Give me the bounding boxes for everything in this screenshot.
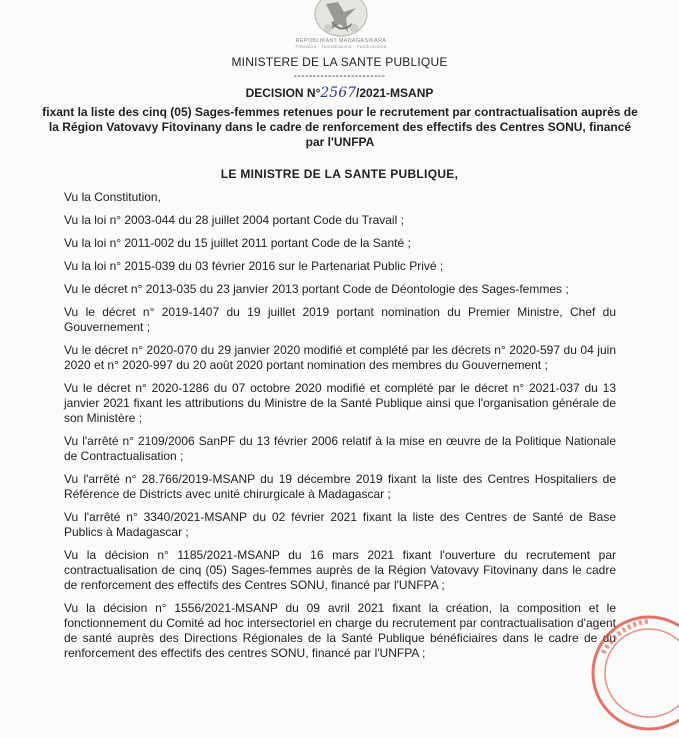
visa-item: Vu l'arrêté n° 28.766/2019-MSANP du 19 décembre 2019 fixant la liste des Centres Hospitaliers de Référence de Districts avec unité chirurgicale à Madagascar ;: [64, 472, 616, 501]
decision-suffix: /2021-MSANP: [356, 86, 434, 100]
decision-prefix: DECISION N°: [245, 86, 321, 100]
handwritten-decision-number: 2567: [320, 85, 357, 101]
visa-item: Vu le décret n° 2020-070 du 29 janvier 2020 modifié et complété par les décrets n° 2020-597 du 04 juin 2020 et n° 2020-997 du 20 août 2020 portant nomination des membres du Gouvernement ;: [64, 343, 616, 372]
emblem-caption-text: REPOBLIKAN'I MADAGASIKARA: [295, 38, 387, 44]
separator-line: ------------------------: [293, 71, 386, 82]
visa-list: [64, 190, 616, 661]
visa-item: Vu l'arrêté n° 2109/2006 SanPF du 13 février 2006 relatif à la mise en œuvre de la Politique Nationale de Contractualisation ;: [64, 434, 616, 463]
decision-subject: fixant la liste des cinq (05) Sages-femmes retenues pour le recrutement par contractualisation auprès de la Région Vatovavy Fitovinany dans le cadre de renforcement des effectifs des Centres SONU, financé par l'UNFPA: [42, 105, 638, 149]
visa-item: Vu la Constitution,: [64, 190, 161, 204]
decision-number: [0, 85, 679, 101]
official-stamp-icon: [589, 613, 679, 733]
visa-item: Vu la loi n° 2011-002 du 15 juillet 2011 portant Code de la Santé ;: [64, 236, 411, 250]
visa-item: Vu la loi n° 2003-044 du 28 juillet 2004 portant Code du Travail ;: [64, 213, 404, 227]
emblem-motto: Fitiavana - Tanindrazana - Fandrosoana: [295, 44, 387, 49]
national-emblem-icon: [298, 0, 384, 38]
visa-item: Vu la décision n° 1556/2021-MSANP du 09 avril 2021 fixant la création, la composition et le fonctionnement du Comité ad hoc intersectoriel en charge du recrutement par contractualisation d'agent de santé auprès des Directions Régionales de la Santé Publique bénéficiaires dans le cadre de du renforcement des effectifs des centres SONU, financé par l'UNFPA ;: [64, 601, 616, 660]
visa-item: Vu la décision n° 1185/2021-MSANP du 16 mars 2021 fixant l'ouverture du recrutement par contractualisation de cinq (05) Sages-femmes auprès de la Région Vatovavy Fitovinany dans le cadre de renforcement des effectifs des Centres SONU, financé par l'UNFPA ;: [64, 548, 616, 592]
minister-title: LE MINISTRE DE LA SANTE PUBLIQUE,: [220, 167, 459, 181]
visa-item: Vu le décret n° 2020-1286 du 07 octobre 2020 modifié et complété par le décret n° 2021-037 du 13 janvier 2021 fixant les attributions du Ministre de la Santé Publique ainsi que l'organisation générale de son Ministère ;: [64, 381, 616, 425]
visa-item: Vu le décret n° 2019-1407 du 19 juillet 2019 portant nomination du Premier Ministre, Chef du Gouvernement ;: [64, 305, 616, 334]
visa-item: Vu le décret n° 2013-035 du 23 janvier 2013 portant Code de Déontologie des Sages-femmes ;: [64, 282, 569, 296]
emblem-caption: [276, 38, 406, 50]
visa-item: Vu la loi n° 2015-039 du 03 février 2016 sur le Partenariat Public Privé ;: [64, 259, 444, 273]
visa-item: Vu l'arrêté n° 3340/2021-MSANP du 02 février 2021 fixant la liste des Centres de Santé de Base Publics à Madagascar ;: [64, 510, 616, 539]
ministry-title: MINISTERE DE LA SANTE PUBLIQUE: [231, 55, 448, 69]
